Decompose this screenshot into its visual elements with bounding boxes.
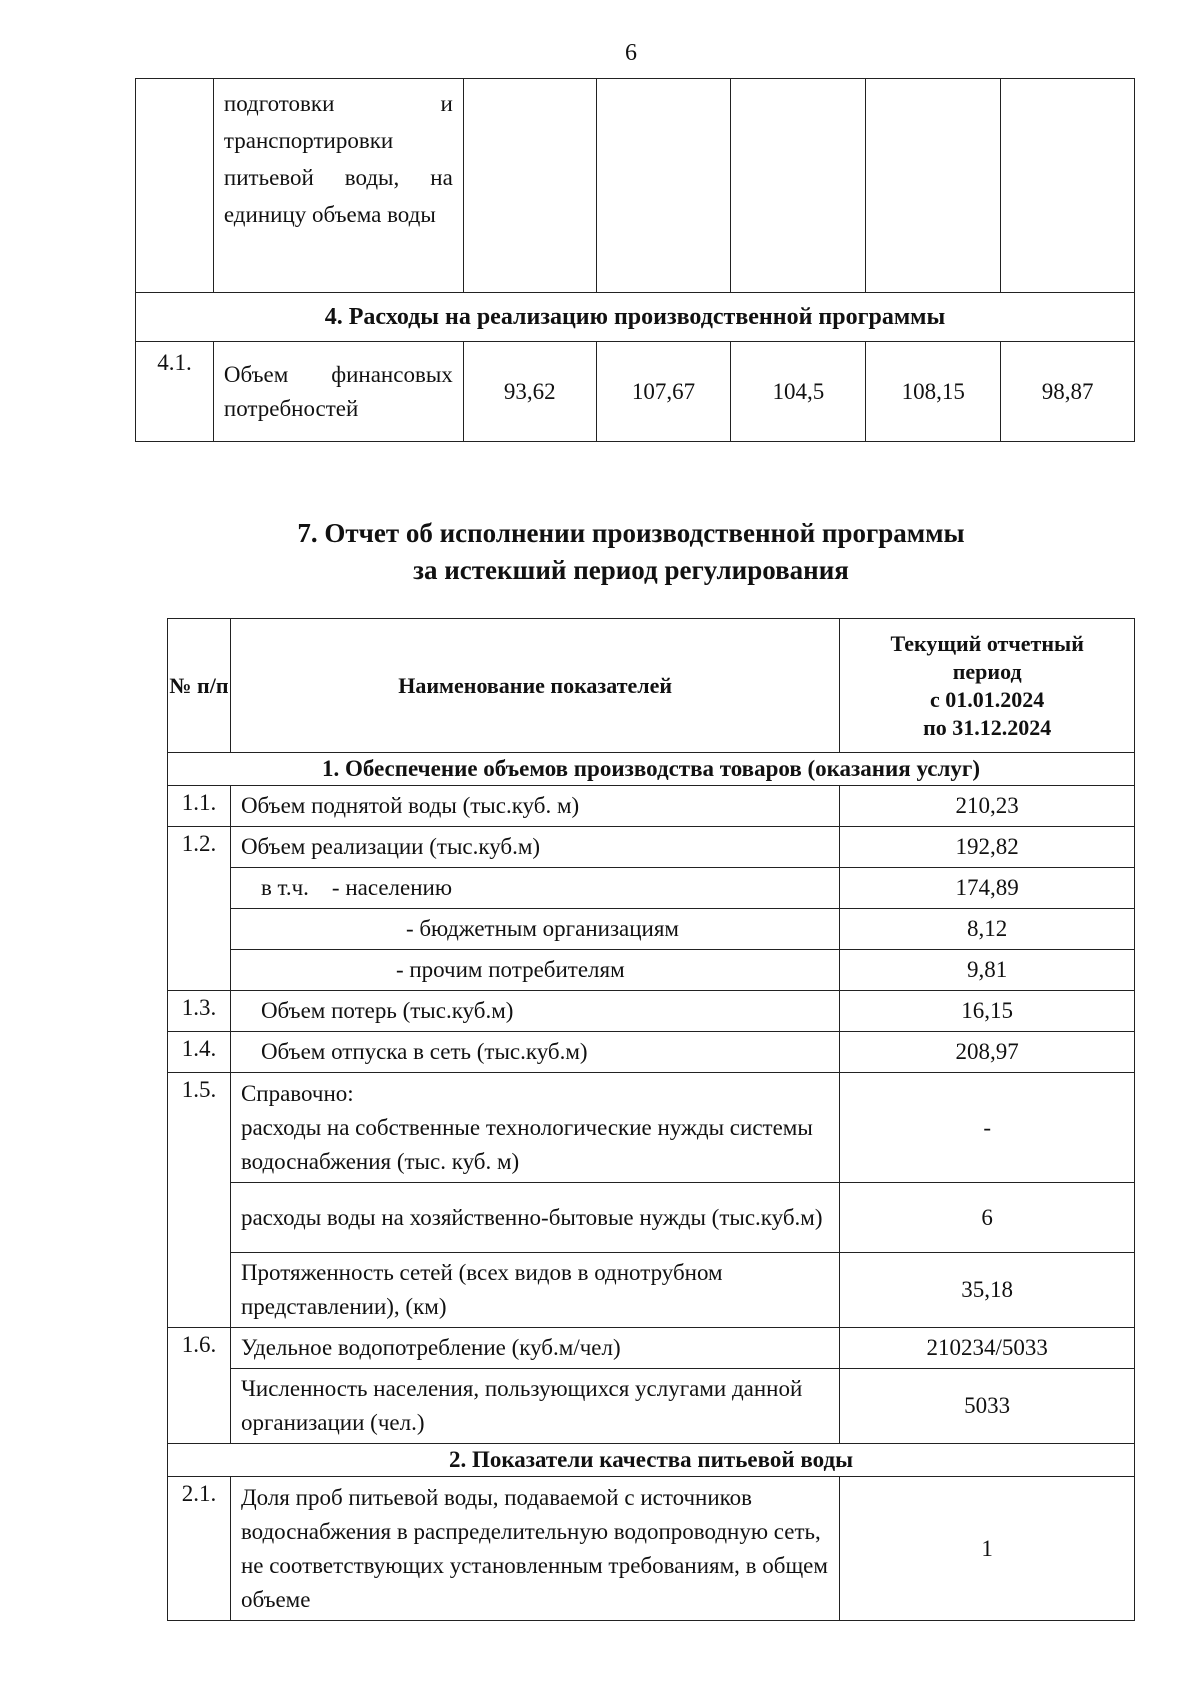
- value-cell: 8,12: [840, 909, 1135, 950]
- row-number-cell: [136, 79, 214, 293]
- table-row: [168, 1183, 1135, 1253]
- table-row: [168, 1253, 1135, 1328]
- row-number: 1.2.: [168, 827, 231, 868]
- value-cell: 35,18: [840, 1253, 1135, 1328]
- table-row: [168, 1477, 1135, 1621]
- indicator-name: - бюджетным организациям: [230, 909, 839, 950]
- value-cell: 210,23: [840, 786, 1135, 827]
- value-cell: 6: [840, 1183, 1135, 1253]
- value-cell: 93,62: [463, 342, 596, 442]
- indicator-name: Объем финансовых потребностей: [213, 342, 463, 442]
- row-number: 1.4.: [168, 1032, 231, 1073]
- value-cell: 98,87: [1001, 342, 1135, 442]
- indicator-name: Удельное водопотребление (куб.м/чел): [230, 1328, 839, 1369]
- indicator-name: Доля проб питьевой воды, подаваемой с источников водоснабжения в распределительную водопроводную сеть, не соответствующих установленным требованиям, в общем объеме: [230, 1477, 839, 1621]
- table-row: [168, 909, 1135, 950]
- indicator-name: Объем поднятой воды (тыс.куб. м): [230, 786, 839, 827]
- indicator-name: Объем потерь (тыс.куб.м): [230, 991, 839, 1032]
- table-row: [168, 1328, 1135, 1369]
- table-row: [168, 868, 1135, 909]
- section-row: [168, 1444, 1135, 1477]
- value-cell: 210234/5033: [840, 1328, 1135, 1369]
- section-title: 1. Обеспечение объемов производства товаров (оказания услуг): [168, 753, 1135, 786]
- table-row: [168, 950, 1135, 991]
- header-num: № п/п: [168, 619, 231, 753]
- indicator-name: - прочим потребителям: [230, 950, 839, 991]
- value-cell: 104,5: [731, 342, 866, 442]
- table-row: [168, 1073, 1135, 1183]
- indicator-name: Справочно: расходы на собственные технологические нужды системы водоснабжения (тыс. куб. м): [230, 1073, 839, 1183]
- section-row: [168, 753, 1135, 786]
- top-table: [135, 78, 1135, 442]
- section-row: [136, 293, 1135, 342]
- indicator-name: Численность населения, пользующихся услугами данной организации (чел.): [230, 1369, 839, 1444]
- indicator-name: Протяженность сетей (всех видов в однотрубном представлении), (км): [230, 1253, 839, 1328]
- row-number: 4.1.: [136, 342, 214, 442]
- value-cell: 9,81: [840, 950, 1135, 991]
- page-number: 6: [625, 40, 637, 66]
- indicator-name: Объем отпуска в сеть (тыс.куб.м): [230, 1032, 839, 1073]
- value-cell: -: [840, 1073, 1135, 1183]
- indicator-name: подготовки и транспортировки питьевой воды, на единицу объема воды: [213, 79, 463, 293]
- header-row: [168, 619, 1135, 753]
- indicator-name: расходы воды на хозяйственно-бытовые нужды (тыс.куб.м): [230, 1183, 839, 1253]
- report-table: [167, 618, 1135, 1621]
- row-number: 1.5.: [168, 1073, 231, 1183]
- value-cell: 107,67: [596, 342, 731, 442]
- value-cell: 5033: [840, 1369, 1135, 1444]
- indicator-name: Объем реализации (тыс.куб.м): [230, 827, 839, 868]
- value-cell: 208,97: [840, 1032, 1135, 1073]
- value-cell: 108,15: [866, 342, 1001, 442]
- row-number: 2.1.: [168, 1477, 231, 1621]
- value-cell: 1: [840, 1477, 1135, 1621]
- value-cell: 16,15: [840, 991, 1135, 1032]
- table-row: [136, 342, 1135, 442]
- section-title: 2. Показатели качества питьевой воды: [168, 1444, 1135, 1477]
- value-cell: 174,89: [840, 868, 1135, 909]
- value-cell: 192,82: [840, 827, 1135, 868]
- report-heading-line1: 7. Отчет об исполнении производственной программы: [297, 518, 965, 548]
- report-heading-line2: за истекший период регулирования: [413, 555, 849, 585]
- row-number: 1.3.: [168, 991, 231, 1032]
- table-row: [168, 1032, 1135, 1073]
- indicator-name: в т.ч. - населению: [230, 868, 839, 909]
- table-row: [136, 79, 1135, 293]
- section-title: 4. Расходы на реализацию производственной программы: [136, 293, 1135, 342]
- table-row: [168, 1369, 1135, 1444]
- table-row: [168, 991, 1135, 1032]
- header-name: Наименование показателей: [230, 619, 839, 753]
- row-number: 1.1.: [168, 786, 231, 827]
- header-period: Текущий отчетный период с 01.01.2024 по 31.12.2024: [840, 619, 1135, 753]
- table-row: [168, 827, 1135, 868]
- row-number: 1.6.: [168, 1328, 231, 1369]
- table-row: [168, 786, 1135, 827]
